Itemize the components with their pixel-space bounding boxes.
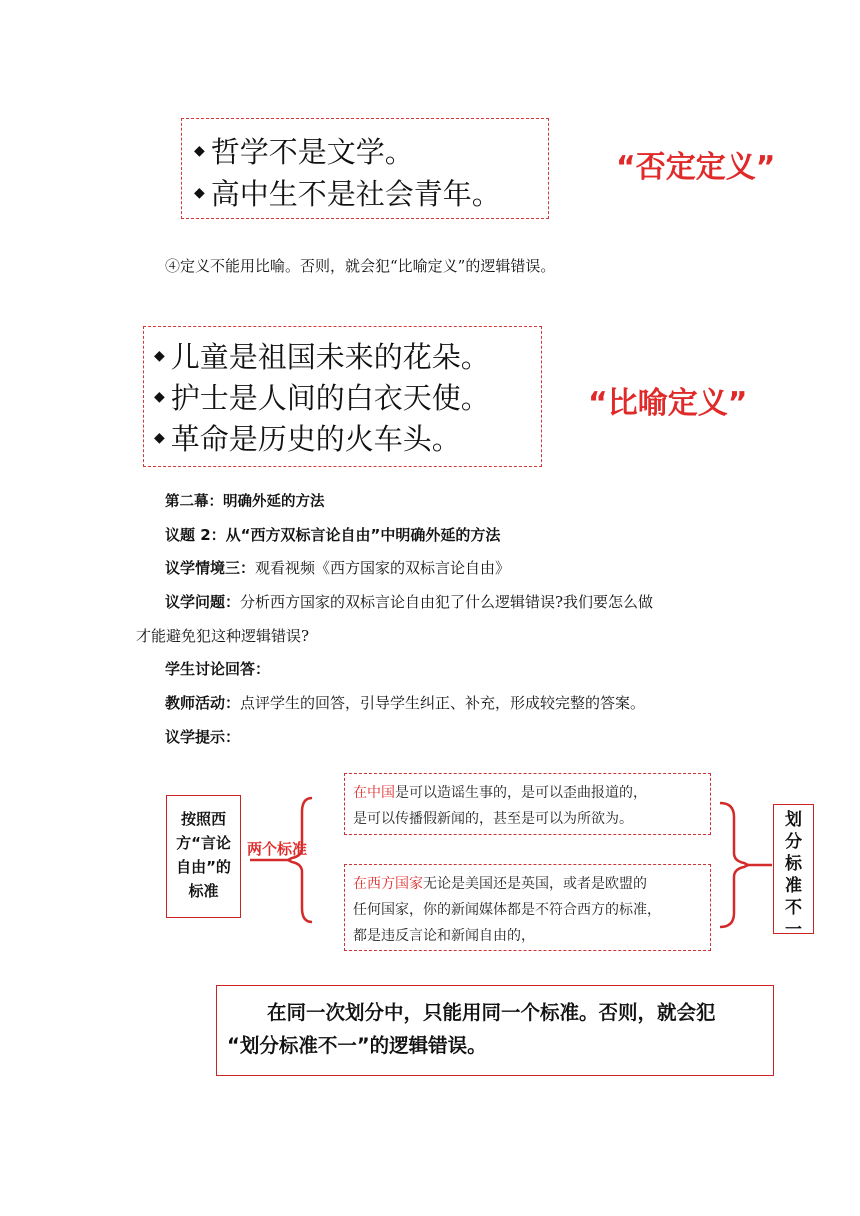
question-label: 议学问题： [165,593,241,611]
example-text: 革命是历史的火车头。 [170,422,461,456]
teacher-line [165,693,645,713]
west-standard-text: 无论是美国还是英国，或者是欧盟的 [423,876,647,892]
right-brace-icon [712,795,774,935]
question-text: 分析西方国家的双标言论自由犯了什么逻辑错误?我们要怎么做 [240,593,654,611]
vertical-char: 分 [785,832,802,852]
two-standards-label: 两个标准 [247,840,308,858]
metaphor-definition-tag: “比喻定义” [588,386,748,421]
situation-label: 议学情境三： [165,559,256,577]
china-standard-line [353,780,710,806]
situation-text: 观看视频《西方国家的双标言论自由》 [255,559,511,577]
west-standard-line: 都是违反言论和新闻自由的， [353,928,535,944]
example-text: 儿童是祖国未来的花朵。 [170,340,490,374]
conclusion-line: 在同一次划分中，只能用同一个标准。否则，就会犯 [267,1001,716,1024]
standard-source-line: 标准 [188,882,219,900]
west-standard-box [344,864,711,951]
vertical-char: 不 [785,898,802,918]
china-standard-line: 是可以传播假新闻的，甚至是可以为所欲为。 [353,811,633,827]
negative-definition-box [181,118,549,219]
example-line [154,419,541,460]
teacher-text: 点评学生的回答，引导学生纠正、补充，形成较完整的答案。 [240,694,646,712]
vertical-char: 标 [785,854,802,874]
west-standard-line: 任何国家，你的新闻媒体都是不符合西方的标准， [353,902,661,918]
example-line [154,337,541,378]
vertical-char: 划 [785,810,802,830]
example-line [194,131,548,173]
diamond-bullet-icon: ◆ [194,143,205,159]
west-standard-line [353,871,710,897]
conclusion-line: “划分标准不一”的逻辑错误。 [227,1034,487,1057]
diamond-bullet-icon: ◆ [154,430,165,446]
china-highlight: 在中国 [353,785,395,801]
standard-source-line: 按照西 [180,810,226,828]
standard-source-line: 方“言论 [176,834,231,852]
question-line [165,592,653,612]
student-discussion-label: 学生讨论回答： [165,660,271,678]
metaphor-definition-box [143,326,542,467]
diamond-bullet-icon: ◆ [154,389,165,405]
standard-source-box [166,795,241,918]
vertical-char: 一 [785,920,802,940]
diamond-bullet-icon: ◆ [154,348,165,364]
act-title: 第二幕：明确外延的方法 [165,494,325,510]
left-brace-icon [240,790,350,930]
hint-label: 议学提示： [165,728,241,746]
china-standard-text: 是可以造谣生事的，是可以歪曲报道的， [395,785,647,801]
topic-label: 议题 2： [165,526,226,544]
question-text-continued: 才能避免犯这种逻辑错误? [136,627,310,645]
west-highlight: 在西方国家 [353,876,423,892]
example-text: 高中生不是社会青年。 [210,177,501,211]
vertical-char: 准 [785,876,802,896]
standard-source-line: 自由”的 [176,858,231,876]
china-standard-box [344,773,711,835]
teacher-label: 教师活动： [165,694,241,712]
conclusion-box [216,985,774,1076]
negative-definition-tag: “否定定义” [616,150,776,185]
example-text: 哲学不是文学。 [210,135,414,169]
situation-line [165,558,510,578]
topic-text: 从“西方双标言论自由”中明确外延的方法 [225,526,501,544]
rule-four-text: ④定义不能用比喻。否则，就会犯“比喻定义”的逻辑错误。 [165,257,556,275]
inconsistent-standard-box [773,804,814,940]
topic-line [165,525,500,545]
example-line [194,173,548,215]
diamond-bullet-icon: ◆ [194,185,205,201]
example-line [154,378,541,419]
example-text: 护士是人间的白衣天使。 [170,381,490,415]
